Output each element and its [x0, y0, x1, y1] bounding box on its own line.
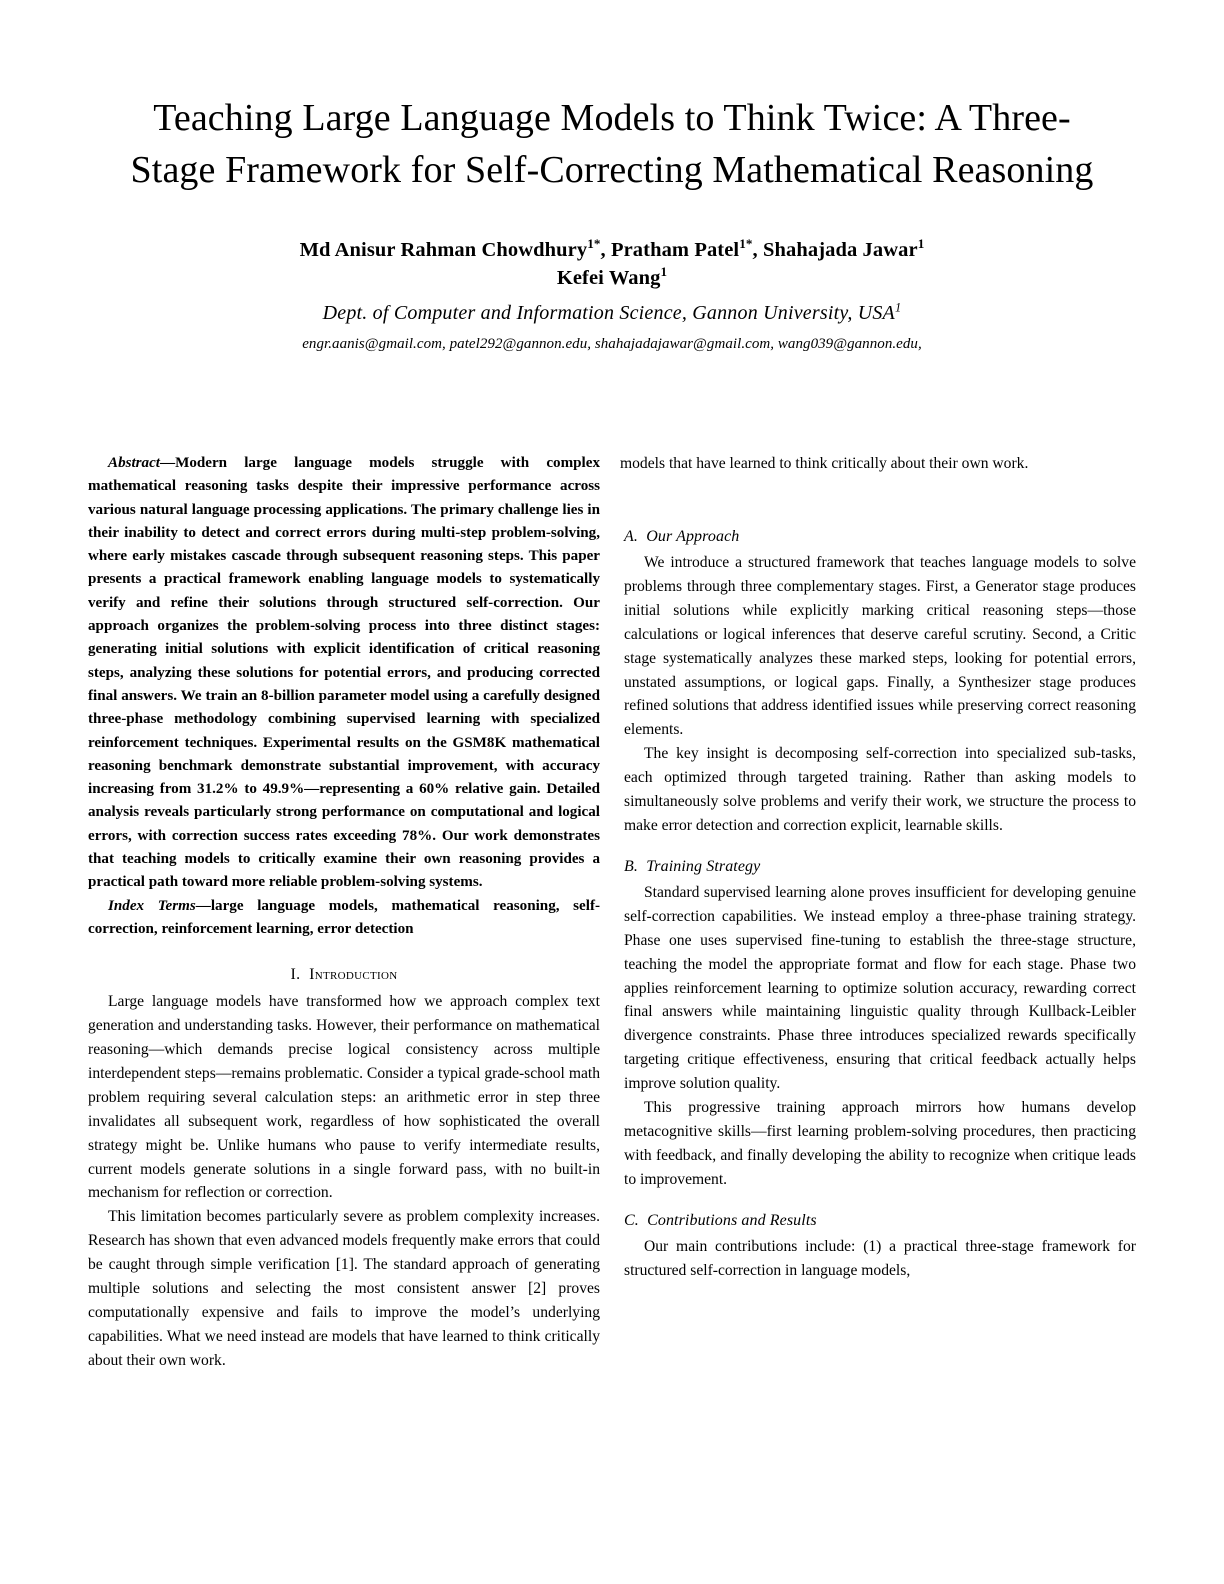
author-affil-marker-4: 1: [660, 263, 668, 279]
index-terms-label: Index Terms: [108, 897, 196, 914]
author-separator-1: , Pratham Patel: [600, 238, 740, 261]
intro-continuation-text: models that have learned to think critically about their own work.: [620, 455, 1029, 472]
author-line-2: [92, 265, 1132, 293]
our-approach-paragraph-2: The key insight is decomposing self-correction into specialized sub-tasks, each optimized through targeted training. Rather than asking models to simultaneously solve problems and verify their work, we structure the process to make error detection and correction explicit, learnable skills.: [624, 745, 1136, 834]
abstract-label: Abstract: [108, 455, 160, 471]
training-strategy-paragraph-1: Standard supervised learning alone proves insufficient for developing genuine self-correction capabilities. We instead employ a three-phase training strategy. Phase one uses supervised fine-tuning to establish the three-stage structure, teaching the model the appropriate format and flow for each stage. Phase two applies reinforcement learning to optimize solution accuracy, rewarding correct final answers while maintaining linguistic quality through Kullback-Leibler divergence constraints. Phase three introduces specialized rewards specifically targeting critique effectiveness, ensuring that critical feedback actually helps improve solution quality.: [624, 883, 1136, 1093]
subsection-letter-b: B.: [624, 857, 638, 875]
title-block: [92, 0, 1132, 353]
author-separator-2: , Shahajada Jawar: [752, 238, 918, 261]
subsection-title-our-approach: Our Approach: [646, 528, 740, 545]
subsection-title-contributions: Contributions and Results: [647, 1211, 817, 1229]
subsection-heading-contributions: [624, 1212, 1136, 1230]
two-column-body: [88, 452, 1136, 1452]
author-name-4: Kefei Wang: [556, 266, 661, 289]
author-list: [92, 237, 1132, 293]
index-terms-text: large language models, mathematical reasoning, self-correction, reinforcement learning, error detection: [88, 897, 600, 937]
index-terms-dash: —: [195, 897, 211, 914]
author-affil-marker-1: 1*: [587, 236, 601, 252]
training-strategy-paragraph-2: This progressive training approach mirrors how humans develop metacognitive skills—first learning problem-solving procedures, then practicing with feedback, and finally developing the ability to recognize when critique leads to improvement.: [624, 1099, 1136, 1188]
contributions-paragraph-1: Our main contributions include: (1) a practical three-stage framework for structured self-correction in language models,: [624, 1237, 1136, 1279]
affiliation-marker: 1: [894, 299, 902, 314]
abstract-block: [88, 452, 600, 895]
affiliation-text: Dept. of Computer and Information Science, Gannon University, USA: [322, 301, 895, 324]
abstract-dash: —: [160, 455, 176, 471]
section-title-introduction: Introduction: [309, 966, 398, 984]
subsection-title-training-strategy: Training Strategy: [646, 857, 761, 875]
author-name-1: Md Anisur Rahman Chowdhury: [299, 238, 588, 261]
abstract-text: Modern large language models struggle with complex mathematical reasoning tasks despite their impressive performance across various natural language processing applications. The primary challenge lies in their inability to detect and correct errors during multi-step problem-solving, where early mistakes cascade through subsequent reasoning steps. This paper presents a practical framework enabling language models to systematically verify and refine their solutions through structured self-correction. Our approach organizes the problem-solving process into three distinct stages: generating initial solutions with explicit identification of critical reasoning steps, analyzing these solutions for potential errors, and producing corrected final answers. We train an 8-billion parameter model using a carefully designed three-phase methodology combining supervised learning with specialized reinforcement techniques. Experimental results on the GSM8K mathematical reasoning benchmark demonstrate substantial improvement, with accuracy increasing from 31.2% to 49.9%—representing a 60% relative gain. Detailed analysis reveals particularly strong performance on computational and logical errors, with correction success rates exceeding 78%. Our work demonstrates that teaching models to critically examine their own reasoning provides a practical path toward more reliable problem-solving systems.: [88, 455, 600, 891]
intro-continuation: [620, 452, 1132, 476]
subsection-letter-a: A.: [624, 528, 638, 545]
subsection-heading-training-strategy: [624, 858, 1136, 876]
author-affil-marker-2: 1*: [739, 236, 753, 252]
left-column: [88, 452, 600, 1452]
right-column: [624, 452, 1136, 1452]
subsection-heading-our-approach: [624, 528, 1136, 546]
section-numeral-introduction: I.: [290, 966, 301, 984]
intro-paragraph-1: Large language models have transformed how we approach complex text generation and understanding tasks. However, their performance on mathematical reasoning—which demands precise logical consistency across multiple interdependent steps—remains problematic. Consider a typical grade-school math problem requiring several calculation steps: an arithmetic error in step three invalidates all subsequent work, regardless of how sophisticated the overall strategy might be. Unlike humans who pause to verify intermediate results, current models generate solutions in a single forward pass, with no built-in mechanism for reflection or correction.: [88, 993, 600, 1202]
index-terms-block: [88, 895, 600, 942]
section-heading-introduction: [88, 966, 600, 984]
author-affil-marker-3: 1: [917, 236, 925, 252]
page-title: Teaching Large Language Models to Think Twice: A Three-Stage Framework for Self-Correcting Mathematical Reasoning: [130, 97, 1094, 192]
author-emails: engr.aanis@gmail.com, patel292@gannon.edu, shahajadajawar@gmail.com, wang039@gannon.edu,: [302, 335, 922, 352]
affiliation: [92, 299, 1132, 325]
intro-paragraph-2: This limitation becomes particularly severe as problem complexity increases. Research has shown that even advanced models frequently make errors that could be caught through simple verification [1]. The standard approach of generating multiple solutions and selecting the most consistent answer [2] proves computationally expensive and fails to improve the model’s underlying capabilities. What we need instead are models that have learned to think critically about their own work.: [88, 1208, 600, 1369]
our-approach-paragraph-1: We introduce a structured framework that teaches language models to solve problems through three complementary stages. First, a Generator stage produces initial solutions while explicitly marking critical reasoning steps—those calculations or logical inferences that deserve careful scrutiny. Second, a Critic stage systematically analyzes these marked steps, looking for potential errors, unstated assumptions, or logical gaps. Finally, a Synthesizer stage produces refined solutions that address identified issues while preserving correct reasoning elements.: [624, 554, 1136, 739]
abstract-paragraph: [88, 452, 600, 895]
subsection-letter-c: C.: [624, 1211, 639, 1229]
